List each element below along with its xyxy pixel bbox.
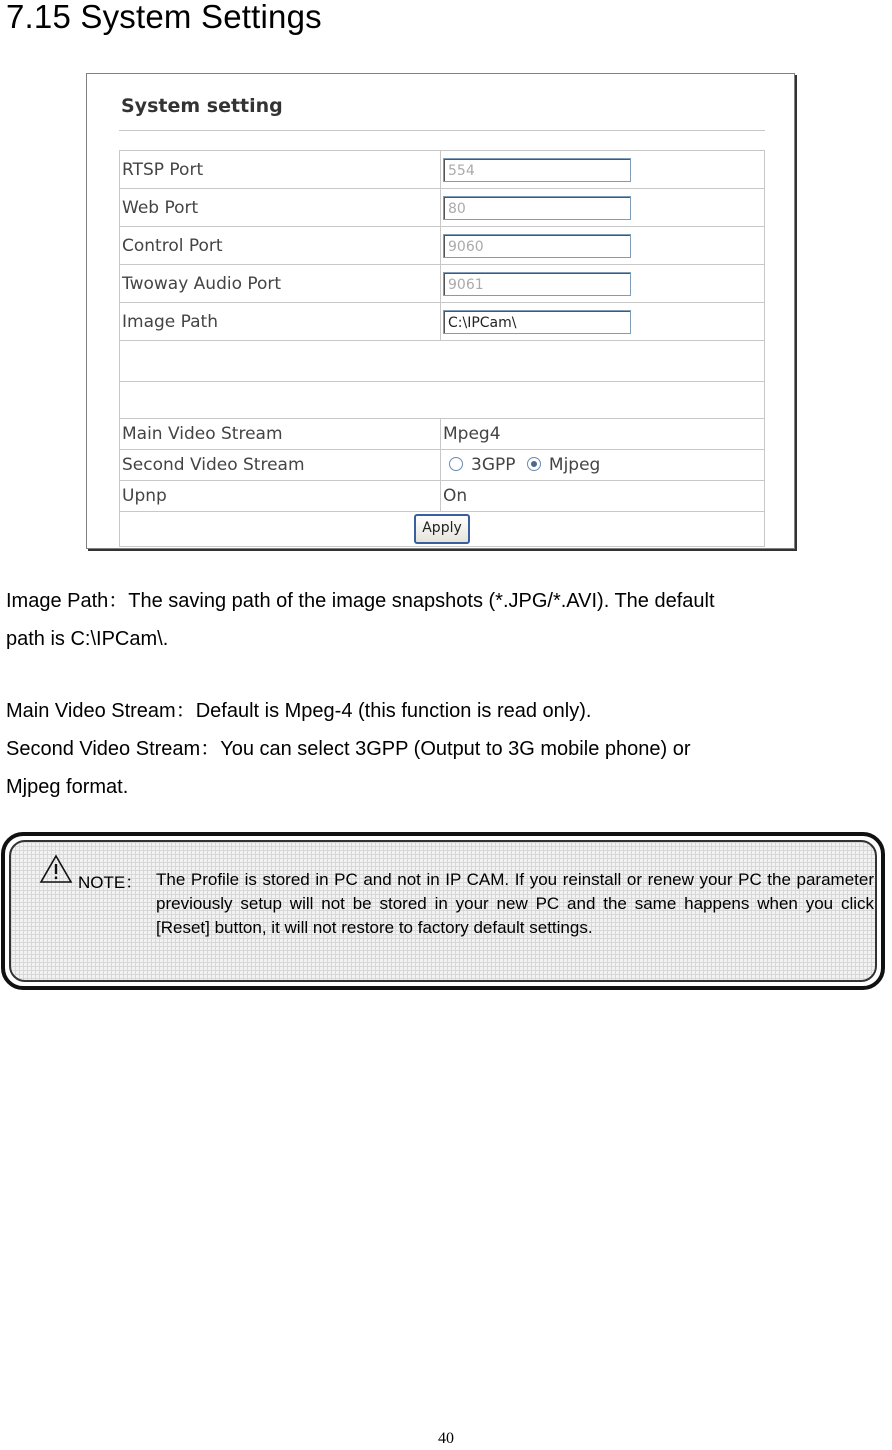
page-number: 40 (438, 1430, 454, 1447)
control-port-input[interactable]: 9060 (443, 234, 631, 258)
web-port-label: Web Port (120, 189, 441, 227)
table-row (120, 151, 765, 189)
second-video-stream-description-cont: Mjpeg format. (6, 776, 129, 798)
warning-icon (39, 854, 73, 884)
rtsp-port-input[interactable]: 554 (443, 158, 631, 182)
radio-3gpp[interactable] (449, 457, 463, 471)
second-video-stream-description: Second Video Stream：You can select 3GPP (Output to 3G mobile phone) or (6, 738, 691, 760)
table-row (120, 419, 765, 450)
twoway-audio-port-label: Twoway Audio Port (120, 265, 441, 303)
radio-mjpeg[interactable] (527, 457, 541, 471)
settings-table (119, 150, 765, 547)
image-path-description-cont: path is C:\IPCam\. (6, 628, 169, 650)
upnp-label: Upnp (120, 481, 441, 512)
apply-button[interactable]: Apply (414, 514, 470, 544)
table-row (120, 189, 765, 227)
main-video-stream-value: Mpeg4 (441, 419, 765, 450)
rtsp-port-label: RTSP Port (120, 151, 441, 189)
table-row (120, 227, 765, 265)
table-row (120, 481, 765, 512)
table-row (120, 265, 765, 303)
table-row (120, 512, 765, 547)
image-path-input[interactable]: C:\IPCam\ (443, 310, 631, 334)
image-path-label: Image Path (120, 303, 441, 341)
second-video-stream-label: Second Video Stream (120, 450, 441, 481)
table-row (120, 303, 765, 341)
web-port-input[interactable]: 80 (443, 196, 631, 220)
divider (119, 130, 765, 131)
panel-title: System setting (121, 95, 283, 117)
upnp-value: On (441, 481, 765, 512)
radio-3gpp-label: 3GPP (471, 455, 516, 475)
main-video-stream-description: Main Video Stream：Default is Mpeg-4 (this function is read only). (6, 700, 592, 722)
page-heading: 7.15 System Settings (6, 0, 322, 35)
table-row (120, 382, 765, 419)
image-path-description: Image Path：The saving path of the image snapshots (*.JPG/*.AVI). The default (6, 590, 715, 612)
table-row (120, 341, 765, 382)
note-text: The Profile is stored in PC and not in IP CAM. If you reinstall or renew your PC the parameter previously setup will not be stored in your new PC and the same happens when you click [Reset] button, it will not restore to factory default settings. (156, 870, 874, 937)
control-port-label: Control Port (120, 227, 441, 265)
note-box (1, 832, 885, 990)
system-setting-screenshot (86, 73, 795, 549)
radio-mjpeg-label: Mjpeg (548, 455, 601, 475)
main-video-stream-label: Main Video Stream (120, 419, 441, 450)
table-row (120, 450, 765, 481)
twoway-audio-port-input[interactable]: 9061 (443, 272, 631, 296)
note-label: NOTE： (78, 873, 143, 892)
